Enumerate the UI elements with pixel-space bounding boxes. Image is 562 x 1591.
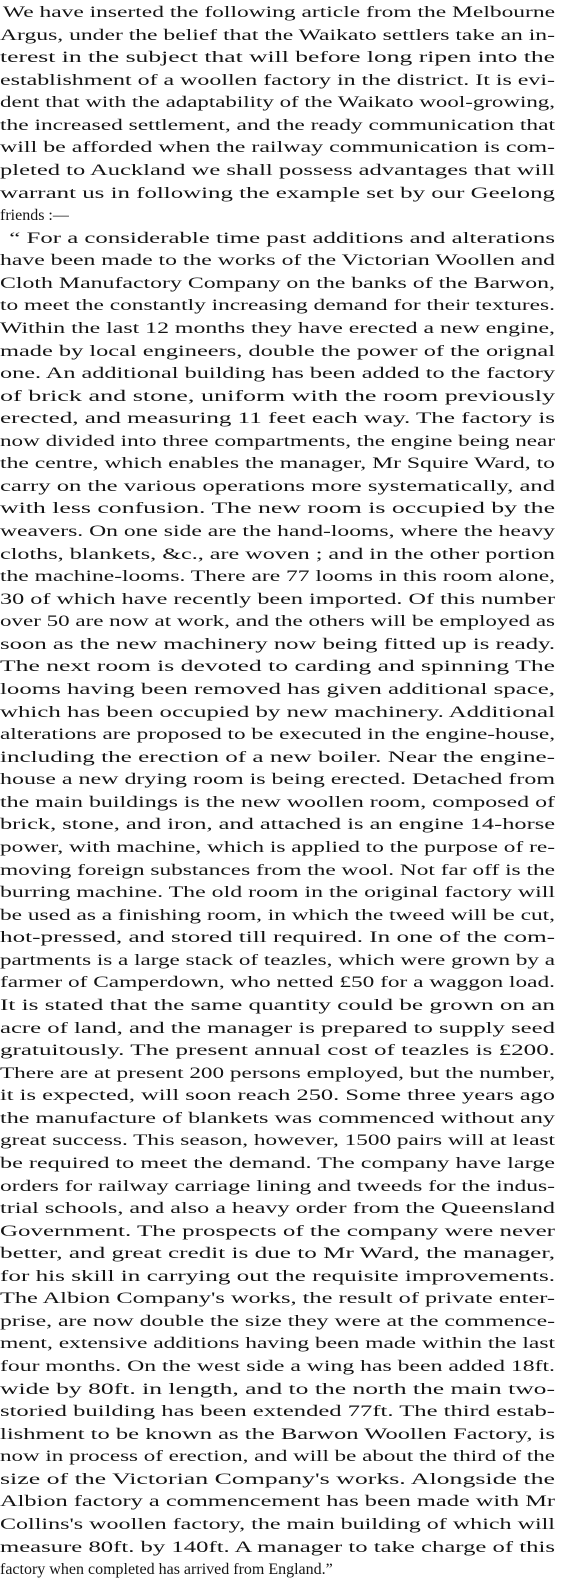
article-line: Government. The prospects of the company were never — [0, 1222, 556, 1240]
article-line: orders for railway carriage lining and tweeds for the indus- — [0, 1177, 556, 1195]
article-line: pleted to Auckland we shall possess advantages that will — [0, 161, 555, 179]
article-line: looms having been removed has given additional space, — [0, 681, 555, 699]
article-line: power, with machine, which is applied to the purpose of re- — [0, 838, 555, 856]
article-line: dent that with the adaptability of the Waikato wool-growing, — [0, 94, 556, 112]
article-line: four months. On the west side a wing has been added 18ft. — [0, 1358, 555, 1376]
article-line: weavers. On one side are the hand-looms, where the heavy — [0, 523, 555, 541]
article-line: for his skill in carrying out the requisite improvements. — [0, 1267, 556, 1285]
article-line: measure 80ft. by 140ft. A manager to take charge of this — [0, 1538, 555, 1556]
article-line: It is stated that the same quantity could be grown on an — [0, 996, 555, 1014]
article-line: carry on the various operations more systematically, and — [0, 477, 556, 495]
article-line: house a new drying room is being erected. Detached from — [0, 771, 556, 789]
article-line: The next room is devoted to carding and spinning The — [0, 658, 556, 676]
article-line: 30 of which have recently been imported. Of this number — [0, 590, 556, 608]
article-line: warrant us in following the example set by our Geelong — [0, 184, 555, 202]
article-line: have been made to the works of the Victorian Woollen and — [0, 252, 556, 270]
article-line: the machine-looms. There are 77 looms in this room alone, — [0, 568, 556, 586]
article-line: soon as the new machinery now being fitted up is ready. — [0, 635, 555, 653]
article-line: will be afforded when the railway communication is com- — [0, 139, 555, 157]
article-line: one. An additional building has been added to the factory — [0, 365, 556, 383]
article-line: made by local engineers, double the power of the orignal — [0, 342, 556, 360]
article-line: moving foreign substances from the wool. Not far off is the — [0, 861, 555, 879]
article-line: with less confusion. The new room is occupied by the — [0, 500, 556, 518]
article-line: now in process of erection, and will be about the third of the — [0, 1448, 556, 1466]
article-line: hot-pressed, and stored till required. In one of the com- — [0, 929, 556, 947]
article-line: be required to meet the demand. The company have large — [0, 1154, 556, 1172]
article-line: great success. This season, however, 1500 pairs will at least — [0, 1132, 556, 1150]
article-line: storied building has been extended 77ft. The third estab- — [0, 1403, 556, 1421]
article-line: be used as a finishing room, in which the tweed will be cut, — [0, 906, 555, 924]
article-line: The Albion Company's works, the result of private enter- — [0, 1290, 556, 1308]
article-line: Albion factory a commencement has been made with Mr — [0, 1493, 556, 1511]
article-line: over 50 are now at work, and the others will be employed as — [0, 613, 555, 631]
article-line: which has been occupied by new machinery. Additional — [0, 703, 556, 721]
article-line: now divided into three compartments, the engine being near — [0, 432, 556, 450]
article-line: burring machine. The old room in the original factory will — [0, 884, 556, 902]
article-line: cloths, blankets, &c., are woven ; and in the other portion — [0, 545, 555, 563]
article-line: partments is a large stack of teazles, which were grown by a — [0, 951, 555, 969]
article-line: the increased settlement, and the ready communication that — [0, 116, 556, 134]
article-line: wide by 80ft. in length, and to the north the main two- — [0, 1380, 555, 1398]
article-line: prise, are now double the size they were at the commence- — [0, 1312, 555, 1330]
article-line: the manufacture of blankets was commenced without any — [0, 1109, 555, 1127]
article-first-line: We have inserted the following article from the Melbourne — [2, 4, 556, 21]
article-line: the centre, which enables the manager, Mr Squire Ward, to — [0, 455, 555, 473]
article-line: to meet the constantly increasing demand for their textures. — [0, 297, 555, 315]
article-line: Collins's woollen factory, the main building of which will — [0, 1516, 555, 1533]
article-line: size of the Victorian Company's works. Alongside the — [0, 1470, 555, 1488]
article-line: lishment to be known as the Barwon Woollen Factory, is — [0, 1425, 556, 1443]
article-line: better, and great credit is due to Mr Ward, the manager, — [0, 1245, 555, 1263]
article-line: gratuitously. The present annual cost of teazles is £200. — [0, 1042, 556, 1060]
article-line: acre of land, and the manager is prepared to supply seed — [0, 1019, 555, 1037]
article-line: including the erection of a new boiler. Near the engine- — [0, 748, 556, 766]
article-line: farmer of Camperdown, who netted £50 for a waggon load. — [0, 974, 555, 992]
article-line: establishment of a woollen factory in the district. It is evi- — [0, 71, 556, 89]
article-line: Argus, under the belief that the Waikato settlers take an in- — [0, 26, 555, 44]
article-line: alterations are proposed to be executed in the engine-house, — [0, 726, 556, 744]
article-line: of brick and stone, uniform with the room previously — [0, 387, 556, 405]
article-line: factory when completed has arrived from England.” — [0, 1561, 333, 1579]
article-line: erected, and measuring 11 feet each way. The factory is — [0, 410, 556, 428]
article-line: the main buildings is the new woollen room, composed of — [0, 793, 555, 811]
article-line: trial schools, and also a heavy order from the Queensland — [0, 1200, 555, 1218]
article-line: terest in the subject that will before long ripen into the — [0, 49, 556, 67]
article-line: friends :— — [0, 207, 69, 225]
article-line: brick, stone, and iron, and attached is an engine 14-horse — [0, 816, 556, 834]
article-line: “ For a considerable time past additions and alterations — [9, 229, 556, 247]
article-line: There are at present 200 persons employed, but the number, — [0, 1064, 556, 1082]
article-line: Cloth Manufactory Company on the banks of the Barwon, — [0, 274, 555, 292]
article-line: it is expected, will soon reach 250. Some three years ago — [0, 1087, 555, 1105]
article-line: ment, extensive additions having been made within the last — [0, 1335, 555, 1353]
article-line: Within the last 12 months they have erected a new engine, — [0, 319, 556, 337]
